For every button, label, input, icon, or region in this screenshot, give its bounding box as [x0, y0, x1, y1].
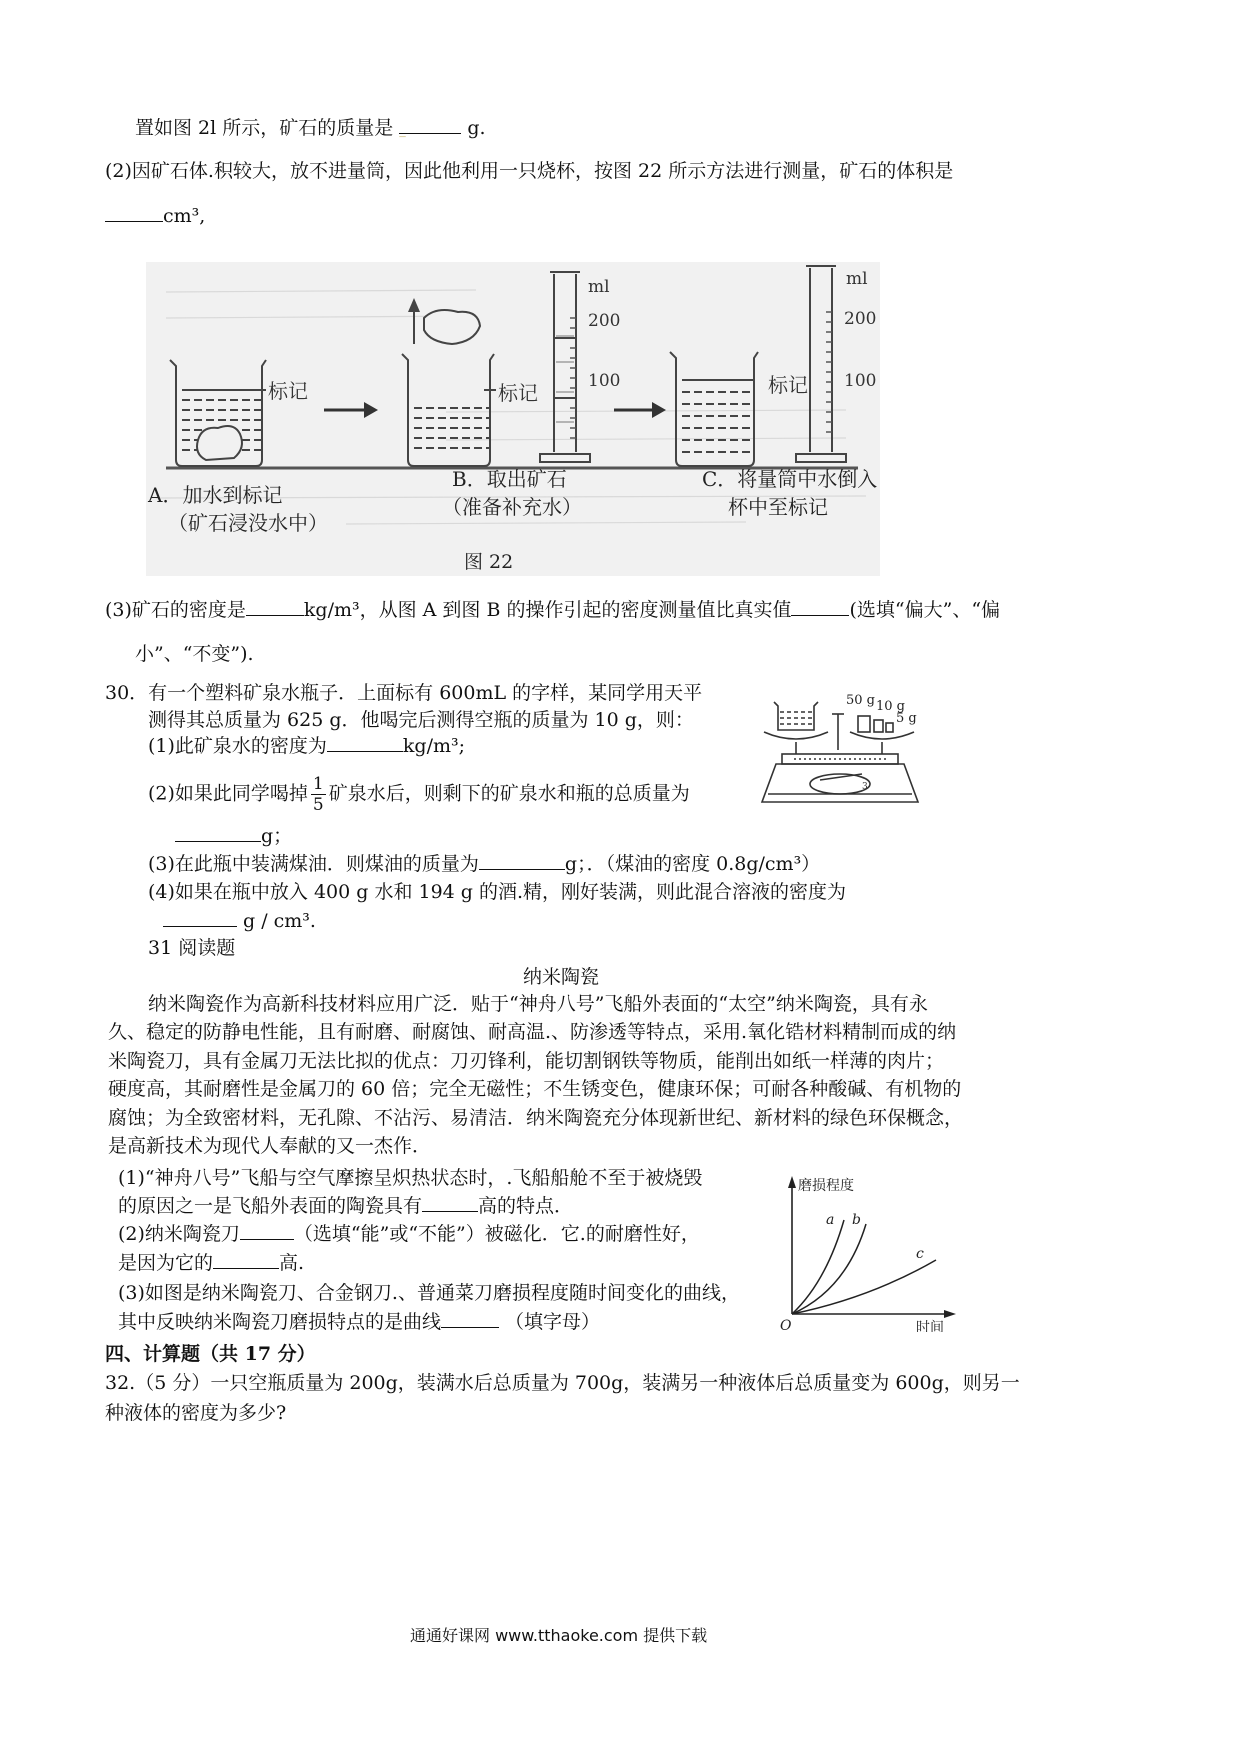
q30-sub3-text-b: g；．（煤油的密度 0.8g/cm³） [564, 853, 821, 875]
q30-kerosene-blank [479, 851, 565, 870]
weight-50g-label: 50 g [846, 693, 875, 708]
q30-sub1-text: (1)此矿泉水的密度为 [148, 735, 327, 757]
caption-b-line2: （准备补充水） [442, 495, 582, 519]
q31-sub3-tail: （填字母） [505, 1311, 601, 1333]
y-axis-label: 磨损程度 [798, 1178, 854, 1194]
q29-volume-blank [105, 203, 163, 222]
q29-density-blank [246, 597, 304, 616]
q29-part3-text-c: (选填“偏大”、“偏 [849, 599, 1001, 621]
q31-sub2-line2 [118, 1250, 304, 1276]
article-title: 纳米陶瓷 [523, 966, 600, 988]
q29-part1 [135, 115, 486, 141]
curve-b-label: b [852, 1212, 861, 1228]
mark-label-c: 标记 [768, 373, 808, 397]
curve-a-label: a [826, 1212, 835, 1228]
q31-hardness-blank [213, 1250, 279, 1269]
caption-c-line1: C．将量筒中水倒入 [702, 467, 878, 491]
fraction-denominator: 5 [312, 795, 324, 815]
figure-22-graphic [146, 262, 880, 576]
q31-sub3-line2 [118, 1309, 600, 1335]
q30-line1: 30．有一个塑料矿泉水瓶子．上面标有 600mL 的字样，某同学用天平 [105, 682, 703, 704]
q31-sub2-text: (2)纳米陶瓷刀 [118, 1223, 240, 1245]
q32-line1: 32.（5 分）一只空瓶质量为 200g，装满水后总质量为 700g，装满另一种液体后总质量变为 600g，则另一 [105, 1372, 1020, 1394]
fraction-one-fifth [311, 774, 326, 815]
q31-sub1-line1: (1)“神舟八号”飞船与空气摩擦呈炽热状态时，.飞船船舱不至于被烧毁 [118, 1167, 703, 1189]
article-line1: 纳米陶瓷作为高新科技材料应用广泛．贴于“神舟八号”飞船外表面的“太空”纳米陶瓷，具有永 [148, 993, 928, 1015]
scale-mark-label: 3 [862, 782, 868, 792]
article-line3: 米陶瓷刀，具有金属刀无法比拟的优点：刀刃锋利，能切割钢铁等物质，能削出如纸一样薄的肉片； [108, 1050, 945, 1072]
q29-part1-text: 置如图 2l 所示，矿石的质量是 [135, 117, 394, 139]
cylinder-1-unit: ml [588, 277, 610, 297]
q30-sub3-text: (3)在此瓶中装满煤油．则煤油的质量为 [148, 853, 479, 875]
q30-line4 [148, 774, 690, 815]
q30-sub2-text: (2)如果此同学喝掉 [148, 782, 308, 805]
balance-graphic [758, 690, 923, 818]
q31-property-blank [422, 1193, 478, 1212]
curve-b [792, 1224, 866, 1314]
q29-part2-answer [105, 203, 205, 229]
cylinder-2-100: 100 [844, 371, 877, 391]
beaker-on-pan-icon [774, 702, 818, 730]
q30-density-blank [327, 733, 403, 752]
q31-sub3-text: 其中反映纳米陶瓷刀磨损特点的是曲线 [118, 1311, 442, 1333]
q31-sub2-line1 [118, 1221, 700, 1247]
article-line2: 久、稳定的防静电性能，且有耐磨、耐腐蚀、耐高温.、防渗透等特点，采用.氧化锆材料精制而成的纳 [108, 1021, 957, 1043]
caption-a-line2: （矿石浸没水中） [168, 511, 328, 535]
mark-label-a: 标记 [268, 379, 308, 403]
q29-part3 [105, 597, 1000, 623]
right-pan-icon [850, 732, 914, 739]
q31-sub2-text-c: 是因为它的 [118, 1252, 214, 1274]
weight-5g-icon [886, 723, 893, 732]
mark-label-b: 标记 [498, 381, 538, 405]
wear-chart-graphic [770, 1172, 960, 1332]
q30-remaining-mass-blank [175, 823, 261, 842]
q29-error-blank [791, 597, 849, 616]
caption-c-line2: 杯中至标记 [728, 495, 828, 519]
q30-sub2-text-b: 矿泉水后，则剩下的矿泉水和瓶的总质量为 [328, 782, 690, 805]
balance-figure [758, 690, 923, 818]
q31-curve-blank [441, 1309, 499, 1328]
curve-a [792, 1220, 844, 1314]
caption-b-line1: B．取出矿石 [452, 467, 567, 491]
weight-10g-label: 10 g [876, 699, 905, 714]
wear-chart [770, 1172, 960, 1332]
weight-50g-icon [858, 716, 870, 732]
q30-line3 [148, 733, 465, 759]
y-axis-arrow-icon [788, 1176, 796, 1188]
cylinder-2-200: 200 [844, 309, 877, 329]
cylinder-2-unit: ml [846, 269, 868, 289]
ore-rock-icon [197, 426, 242, 460]
q30-sub4-unit: g / cm³. [243, 910, 316, 932]
q31-heading: 31 阅读题 [148, 937, 236, 959]
article-line6: 是高新技术为现代人奉献的又一杰作． [108, 1135, 432, 1157]
origin-label: O [780, 1318, 792, 1332]
cylinder-1-200: 200 [588, 311, 621, 331]
q31-sub3-line1: (3)如图是纳米陶瓷刀、合金钢刀.、普通菜刀磨损程度随时间变化的曲线， [118, 1282, 740, 1304]
figure-22-title: 图 22 [464, 551, 514, 573]
q30-mixture-density-blank [163, 908, 237, 927]
q29-part1-unit: g. [467, 117, 486, 139]
cylinder-1-100: 100 [588, 371, 621, 391]
q31-sub2-text-b: （选填“能”或“不能”）被磁化．它.的耐磨性好， [293, 1223, 700, 1245]
q31-sub1-text: 的原因之一是飞船外表面的陶瓷具有 [118, 1195, 423, 1217]
q29-mass-blank: _ [399, 115, 461, 134]
q30-line5 [175, 823, 292, 849]
q29-part3-text-a: (3)矿石的密度是 [105, 599, 246, 621]
section-4-heading: 四、计算题（共 17 分） [105, 1343, 316, 1365]
left-pan-icon [764, 732, 828, 739]
article-line5: 腐蚀；为全致密材料，无孔隙、不沾污、易清洁．纳米陶瓷充分体现新世纪、新材料的绿色环保概念， [108, 1107, 964, 1129]
weight-10g-icon [874, 720, 883, 732]
q30-line6 [148, 851, 820, 877]
q30-sub2-unit: g； [261, 825, 293, 847]
q31-sub1-tail: 高的特点． [478, 1195, 574, 1217]
q31-sub2-tail: 高. [279, 1252, 305, 1274]
q31-sub1-line2 [118, 1193, 573, 1219]
q30-sub1-unit: kg/m³; [402, 735, 466, 757]
figure-22 [146, 262, 880, 576]
weight-5g-label: 5 g [896, 711, 917, 726]
balance-base-icon [762, 764, 918, 802]
caption-a-line1: A．加水到标记 [148, 483, 283, 507]
x-axis-label: 时间 [916, 1320, 944, 1332]
fraction-numerator: 1 [312, 774, 324, 794]
x-axis-arrow-icon [944, 1310, 956, 1318]
q29-part3-cont: 小”、“不变”). [135, 643, 254, 665]
q30-line7: (4)如果在瓶中放入 400 g 水和 194 g 的酒.精，刚好装满，则此混合溶液的密度为 [148, 881, 847, 903]
q30-line8 [163, 908, 316, 934]
curve-c-label: c [916, 1246, 924, 1262]
q29-part2: (2)因矿石体.积较大，放不进量筒，因此他利用一只烧杯，按图 22 所示方法进行测量，矿石的体积是 [105, 160, 954, 182]
q30-line2: 测得其总质量为 625 g．他喝完后测得空瓶的质量为 10 g，则： [148, 709, 694, 731]
q29-part3-text-b: kg/m³，从图 A 到图 B 的操作引起的密度测量值比真实值 [303, 599, 792, 621]
page-footer: 通通好课网 www.tthaoke.com 提供下载 [410, 1626, 708, 1645]
q29-volume-unit: cm³, [163, 205, 206, 227]
q31-magnetize-blank [240, 1221, 294, 1240]
article-line4: 硬度高，其耐磨性是金属刀的 60 倍；完全无磁性；不生锈变色，健康环保；可耐各种酸碱、有机物的 [108, 1078, 962, 1100]
q32-line2: 种液体的密度为多少? [105, 1402, 287, 1424]
